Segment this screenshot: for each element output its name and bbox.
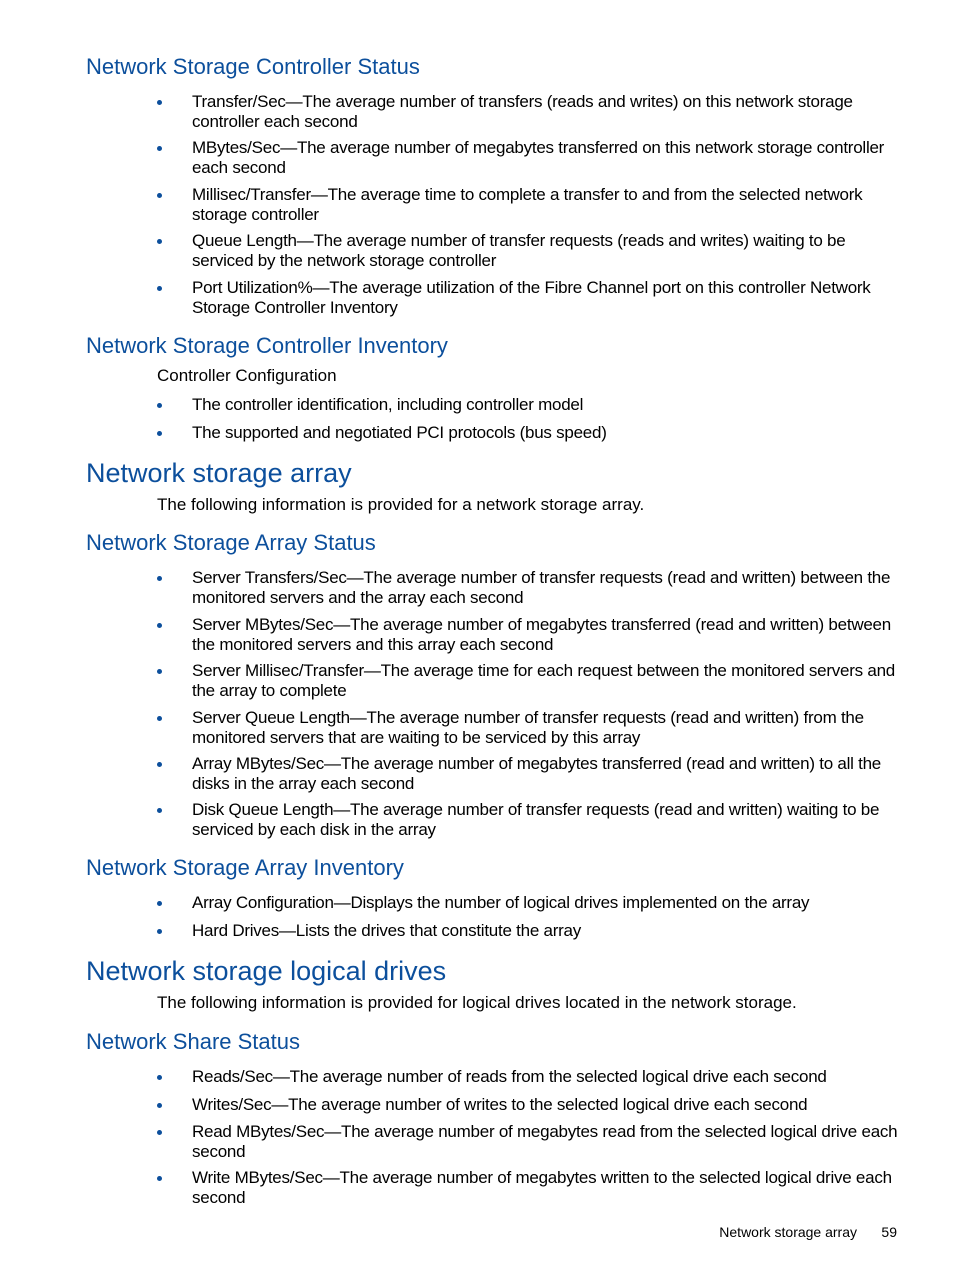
bullet-icon bbox=[157, 762, 162, 767]
list-item-text: The controller identification, including controller model bbox=[192, 395, 584, 414]
list-item-text: Array MBytes/Sec—The average number of megabytes transferred (read and written) to all the disks in the array each second bbox=[192, 754, 881, 793]
list-item-text: Port Utilization%—The average utilization of the Fibre Channel port on this controller Network Storage Controller Inventory bbox=[192, 278, 871, 317]
list-item-text: Server Transfers/Sec—The average number of transfer requests (read and written) between the monitored servers and the array each second bbox=[192, 568, 891, 607]
bullet-icon bbox=[157, 929, 162, 934]
bullet-icon bbox=[157, 1075, 162, 1080]
logical-drives-intro: The following information is provided for logical drives located in the network storage. bbox=[157, 993, 797, 1012]
footer-label: Network storage array bbox=[719, 1224, 857, 1240]
bullet-icon bbox=[157, 193, 162, 198]
list-item-text: Server Millisec/Transfer—The average time for each request between the monitored servers and the array to complete bbox=[192, 661, 895, 700]
section-heading-controller-status: Network Storage Controller Status bbox=[86, 54, 420, 79]
list-item-text: Queue Length—The average number of transfer requests (reads and writes) waiting to be serviced by the network storage controller bbox=[192, 231, 846, 270]
bullet-icon bbox=[157, 1176, 162, 1181]
bullet-icon bbox=[157, 1130, 162, 1135]
bullet-icon bbox=[157, 716, 162, 721]
list-item-text: MBytes/Sec—The average number of megabytes transferred on this network storage controller each second bbox=[192, 138, 885, 177]
list-item-text: Writes/Sec—The average number of writes to the selected logical drive each second bbox=[192, 1095, 808, 1114]
array-intro: The following information is provided for a network storage array. bbox=[157, 495, 645, 514]
section-heading-array: Network storage array bbox=[86, 458, 352, 488]
bullet-icon bbox=[157, 576, 162, 581]
section-heading-controller-inventory: Network Storage Controller Inventory bbox=[86, 333, 448, 358]
section-heading-logical-drives: Network storage logical drives bbox=[86, 956, 447, 986]
bullet-icon bbox=[157, 1103, 162, 1108]
section-heading-array-inventory: Network Storage Array Inventory bbox=[86, 855, 404, 880]
bullet-icon bbox=[157, 669, 162, 674]
list-item-text: Transfer/Sec—The average number of transfers (reads and writes) on this network storage controller each second bbox=[192, 92, 853, 131]
bullet-icon bbox=[157, 808, 162, 813]
bullet-icon bbox=[157, 623, 162, 628]
bullet-icon bbox=[157, 901, 162, 906]
list-item-text: Array Configuration—Displays the number of logical drives implemented on the array bbox=[192, 893, 810, 912]
list-item-text: Reads/Sec—The average number of reads from the selected logical drive each second bbox=[192, 1067, 827, 1086]
bullet-icon bbox=[157, 239, 162, 244]
list-item-text: Write MBytes/Sec—The average number of megabytes written to the selected logical drive each second bbox=[192, 1168, 892, 1207]
bullet-icon bbox=[157, 286, 162, 291]
list-item-text: The supported and negotiated PCI protocols (bus speed) bbox=[192, 423, 607, 442]
list-item-text: Hard Drives—Lists the drives that constitute the array bbox=[192, 921, 581, 940]
list-item-text: Server Queue Length—The average number of transfer requests (read and written) from the monitored servers that are waiting to be serviced by this array bbox=[192, 708, 864, 747]
page-number: 59 bbox=[881, 1224, 897, 1240]
controller-inventory-intro: Controller Configuration bbox=[157, 366, 337, 385]
section-heading-array-status: Network Storage Array Status bbox=[86, 530, 376, 555]
list-item-text: Millisec/Transfer—The average time to complete a transfer to and from the selected network storage controller bbox=[192, 185, 863, 224]
section-heading-share-status: Network Share Status bbox=[86, 1029, 300, 1054]
page-footer bbox=[0, 1222, 897, 1242]
list-item-text: Read MBytes/Sec—The average number of megabytes read from the selected logical drive each second bbox=[192, 1122, 898, 1161]
list-item-text: Disk Queue Length—The average number of transfer requests (read and written) waiting to be serviced by each disk in the array bbox=[192, 800, 880, 839]
bullet-icon bbox=[157, 146, 162, 151]
list-item-text: Server MBytes/Sec—The average number of megabytes transferred (read and written) between the monitored servers and this array each second bbox=[192, 615, 891, 654]
bullet-icon bbox=[157, 100, 162, 105]
bullet-icon bbox=[157, 431, 162, 436]
bullet-icon bbox=[157, 403, 162, 408]
